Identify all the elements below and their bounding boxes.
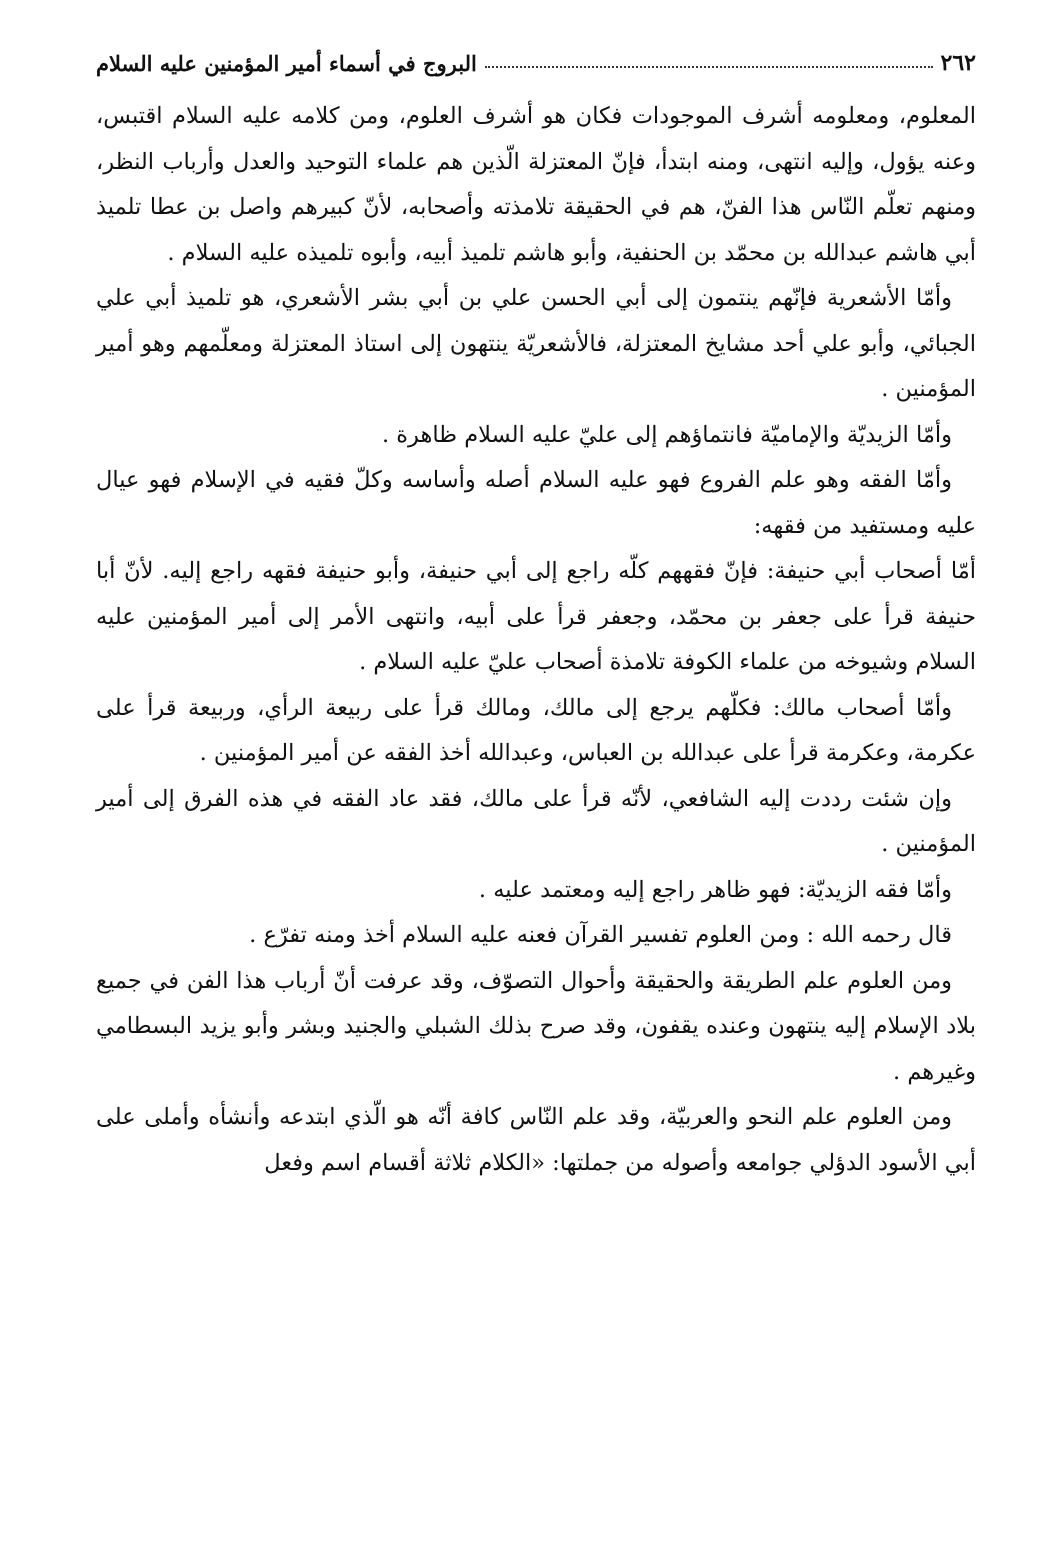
paragraph: وأمّا أصحاب مالك: فكلّهم يرجع إلى مالك، ومالك قرأ على ربيعة الرأي، وربيعة قرأ على عكرمة، وعكرمة قرأ على عبدالله بن العباس، وعبدالله أخذ الفقه عن أمير المؤمنين . [96, 694, 976, 766]
paragraph: وأمّا الفقه وهو علم الفروع فهو عليه السلام أصله وأساسه وكلّ فقيه في الإسلام فهو عيال عليه ومستفيد من فقهه: [96, 467, 976, 539]
page-number: ٢٦٢ [940, 50, 976, 76]
paragraph: وإن شئت رددت إليه الشافعي، لأنّه قرأ على مالك، فقد عاد الفقه في هذه الفرق إلى أمير المؤمنين . [96, 785, 976, 857]
paragraph: وأمّا فقه الزيديّة: فهو ظاهر راجع إليه ومعتمد عليه . [478, 876, 952, 903]
running-title: البروج في أسماء أمير المؤمنين عليه السلام [96, 51, 477, 76]
paragraph: قال رحمه الله : ومن العلوم تفسير القرآن فعنه عليه السلام أخذ ومنه تفرّع . [249, 922, 952, 948]
book-page [96, 36, 976, 1536]
paragraph: المعلوم، ومعلومه أشرف الموجودات فكان هو أشرف العلوم، ومن كلامه عليه السلام اقتبس، وعنه يؤول، وإليه انتهى، ومنه ابتدأ، فإنّ المعتزلة الّذين هم علماء التوحيد والعدل وأرباب النظر، ومنهم تعلّم النّاس هذا الفنّ، هم في الحقيقة تلامذته وأصحابه، لأنّ كبيرهم واصل بن عطا تلميذ أبي هاشم عبدالله بن محمّد بن الحنفية، وأبو هاشم تلميذ أبيه، وأبوه تلميذه عليه السلام . [96, 103, 976, 266]
paragraph: وأمّا الزيديّة والإماميّة فانتماؤهم إلى عليّ عليه السلام ظاهرة . [381, 421, 952, 448]
paragraph: وأمّا الأشعرية فإنّهم ينتمون إلى أبي الحسن علي بن أبي بشر الأشعري، هو تلميذ أبي علي الجبائي، وأبو علي أحد مشايخ المعتزلة، فالأشعريّة ينتهون إلى استاذ المعتزلة ومعلّمهم وهو أمير المؤمنين . [96, 285, 976, 402]
paragraph: أمّا أصحاب أبي حنيفة: فإنّ فقههم كلّه راجع إلى أبي حنيفة، وأبو حنيفة فقهه راجع إليه. لأنّ أبا حنيفة قرأ على جعفر بن محمّد، وجعفر قرأ على أبيه، وانتهى الأمر إلى أمير المؤمنين عليه السلام وشيوخه من علماء الكوفة تلامذة أصحاب عليّ عليه السلام . [96, 558, 976, 675]
paragraph: ومن العلوم علم الطريقة والحقيقة وأحوال التصوّف، وقد عرفت أنّ أرباب هذا الفن في جميع بلاد الإسلام إليه ينتهون وعنده يقفون، وقد صرح بذلك الشبلي والجنيد وبشر وأبو يزيد البسطامي وغيرهم . [96, 967, 976, 1085]
paragraph: ومن العلوم علم النحو والعربيّة، وقد علم النّاس كافة أنّه هو الّذي ابتدعه وأنشأه وأملى على أبي الأسود الدؤلي جوامعه وأصوله من جملتها: «الكلام ثلاثة أقسام اسم وفعل [96, 1104, 976, 1176]
body-text [96, 94, 976, 1186]
running-header [96, 36, 976, 76]
header-dotted-leader [485, 66, 933, 68]
